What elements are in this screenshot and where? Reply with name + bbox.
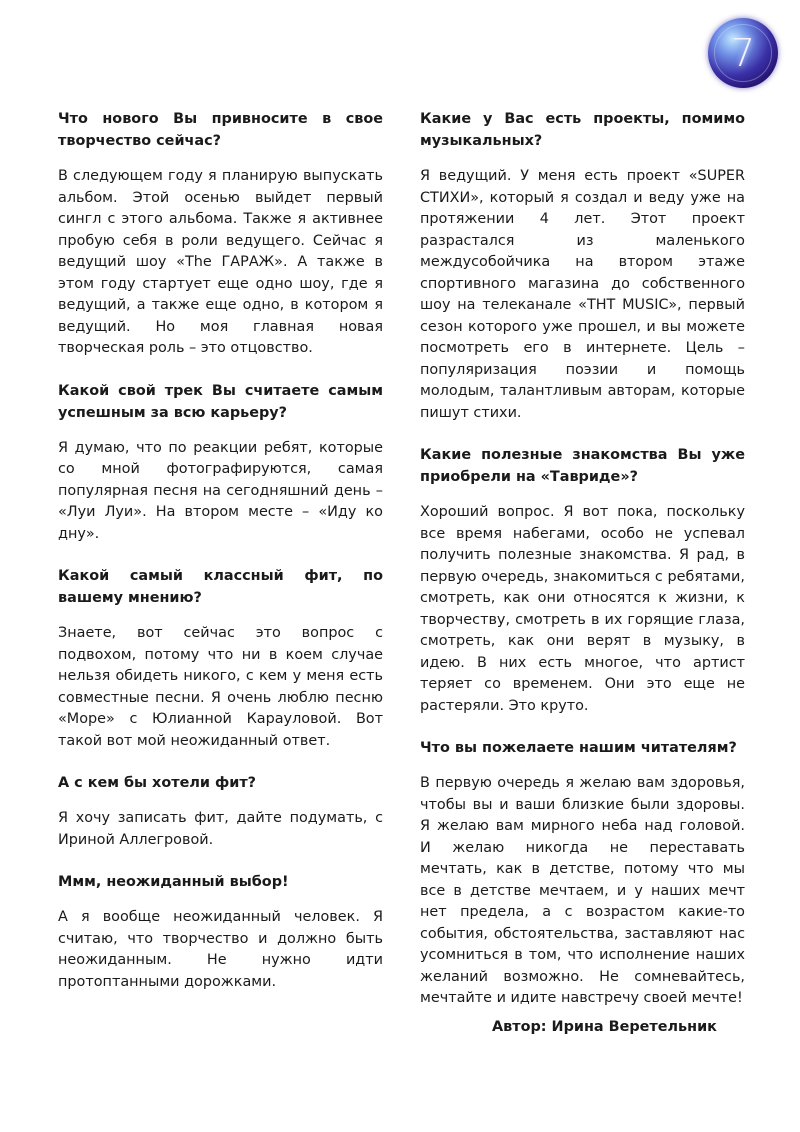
answer-paragraph: Я ведущий. У меня есть проект «SUPER СТИХИ», который я создал и веду уже на протяжении 4 лет. Этот проект разрастался из маленького междусобойчика на втором этаже спортивного магазина до собственного шоу на телеканале «ТНТ MUSIC», первый сезон которого уже прошел, и вы можете посмотреть его в интернете. Цель – популяризация поэзии и помощь молодым, талантливым авторам, которые пишут стихи. (420, 168, 745, 421)
qa-block (420, 737, 745, 1010)
qa-block (58, 772, 383, 851)
answer-paragraph: В следующем году я планирую выпускать альбом. Этой осенью выйдет первый сингл с этого альбома. Также я активнее пробую себя в роли ведущего. Сейчас я ведущий шоу «The ГАРАЖ». А также в этом году стартует еще одно шоу, где я ведущий, а также еще одно, в котором я ведущий. Но моя главная новая творческая роль – это отцовство. (58, 168, 383, 356)
author-credit: Автор: Ирина Веретельник (492, 1019, 717, 1035)
qa-block (58, 380, 383, 546)
question-heading: Какие полезные знакомства Вы уже приобрели на «Тавриде»? (420, 447, 745, 485)
qa-block (420, 444, 745, 717)
answer-paragraph: Я хочу записать фит, дайте подумать, с Ириной Аллегровой. (58, 810, 383, 848)
question-heading: Что вы пожелаете нашим читателям? (420, 740, 737, 756)
question-heading: Ммм, неожиданный выбор! (58, 874, 289, 890)
left-column (58, 108, 383, 1013)
question-heading: Какой самый классный фит, по вашему мнению? (58, 568, 383, 606)
question-heading: Что нового Вы привносите в свое творчество сейчас? (58, 111, 383, 149)
answer-paragraph: Знаете, вот сейчас это вопрос с подвохом, потому что ни в коем случае нельзя обидеть никого, с кем у меня есть совместные песни. Я очень люблю песню «Море» с Юлианной Карауловой. Вот такой вот мой неожиданный ответ. (58, 625, 383, 749)
qa-block (58, 871, 383, 993)
page-number-badge (708, 18, 778, 88)
right-column (420, 108, 745, 1030)
answer-paragraph: Я думаю, что по реакции ребят, которые со мной фотографируются, самая популярная песня на сегодняшний день – «Луи Луи». На втором месте – «Иду ко дну». (58, 439, 383, 542)
question-heading: Какие у Вас есть проекты, помимо музыкальных? (420, 111, 745, 149)
answer-paragraph: А я вообще неожиданный человек. Я считаю, что творчество и должно быть неожиданным. Не нужно идти протоптанными дорожками. (58, 909, 383, 990)
qa-block (58, 565, 383, 752)
answer-paragraph: Хороший вопрос. Я вот пока, поскольку все время набегами, особо не успевал получить полезные знакомства. Я рад, в первую очередь, знакомиться с ребятами, смотреть, как они относятся к жизни, к творчеству, смотреть в их горящие глаза, смотреть, как они верят в музыку, в идею. В них есть многое, что артист теряет со временем. Они это еще не растеряли. Это круто. (420, 504, 745, 714)
page-number: 7 (730, 31, 756, 75)
question-heading: А с кем бы хотели фит? (58, 775, 257, 791)
qa-block (58, 108, 383, 360)
question-heading: Какой свой трек Вы считаете самым успешным за всю карьеру? (58, 382, 383, 421)
qa-block (420, 108, 745, 424)
answer-paragraph: В первую очередь я желаю вам здоровья, чтобы вы и ваши близкие были здоровы. Я желаю вам мирного неба над головой. И желаю никогда не переставать мечтать, как в детстве, потому что мы все в детстве мечтаем, и у наших мечт нет предела, а с возрастом какие-то события, обстоятельства, заставляют нас усомниться в том, что исполнение наших желаний возможно. Не сомневайтесь, мечтайте и идите навстречу своей мечте! (420, 775, 745, 1006)
